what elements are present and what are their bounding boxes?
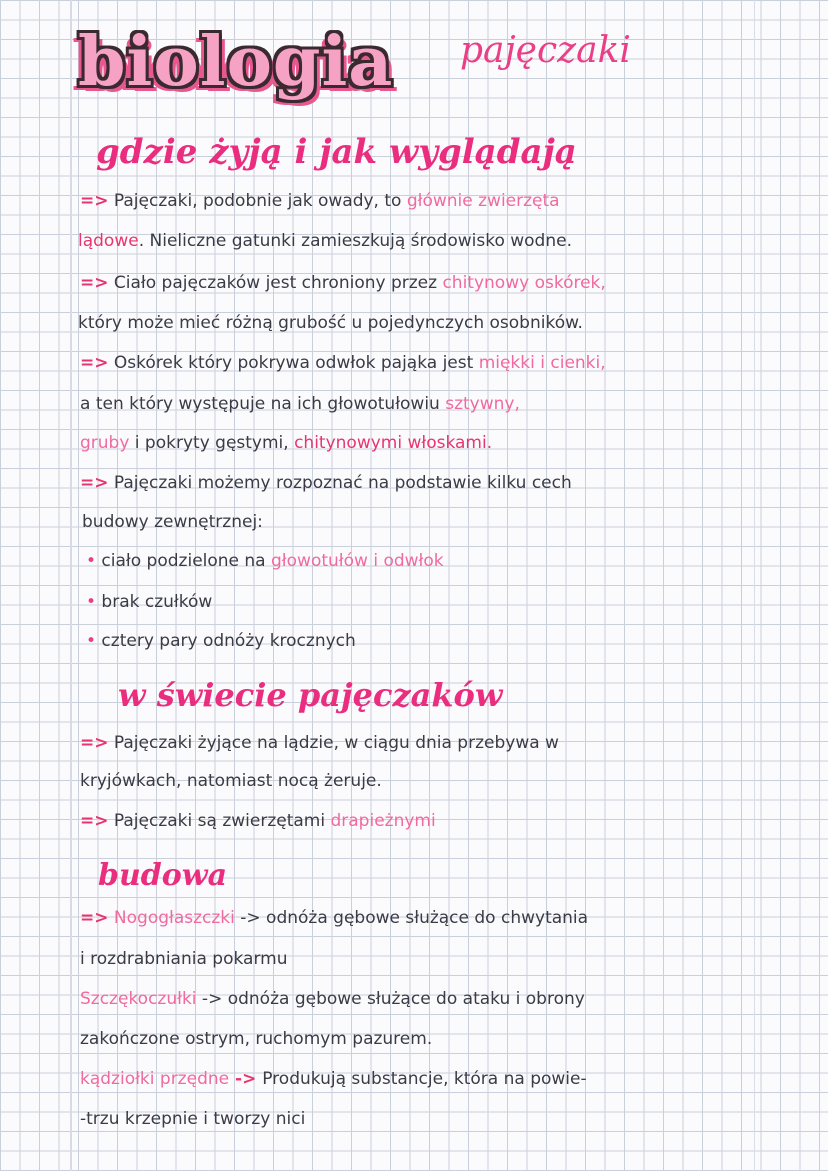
text-line: => Nogogłaszczki -> odnóża gębowe służące do chwytania [80, 908, 589, 928]
notebook-margin-line [70, 0, 72, 1171]
highlight: chitynowymi włoskami. [294, 433, 493, 453]
text-line: => Oskórek który pokrywa odwłok pająka jest miękki i cienki, [80, 353, 606, 373]
text-line: => Pajęczaki możemy rozpoznać na podstawie kilku cech [80, 473, 572, 493]
highlight: Szczękoczułki [80, 989, 197, 1009]
highlight: miękki i cienki, [478, 353, 606, 373]
text-line: => Ciało pajęczaków jest chroniony przez chitynowy oskórek, [80, 273, 606, 293]
text-line: Szczękoczułki -> odnóża gębowe służące do ataku i obrony [80, 989, 585, 1009]
text-line: lądowe. Nieliczne gatunki zamieszkują środowisko wodne. [78, 231, 572, 251]
text-line: który może mieć różną grubość u pojedynczych osobników. [78, 313, 583, 333]
arrow-icon: => [80, 733, 109, 753]
arrow-icon: => [80, 273, 109, 293]
text-line: i rozdrabniania pokarmu [80, 949, 288, 969]
list-item: • ciało podzielone na głowotułów i odwłok [86, 551, 444, 571]
arrow-icon: => [80, 908, 109, 928]
arrow-icon: -> [229, 1069, 263, 1089]
highlight: lądowe [78, 231, 139, 251]
highlight: chitynowy oskórek, [442, 273, 606, 293]
title-main: biologia [78, 22, 394, 102]
arrow-icon: => [80, 353, 109, 373]
text-line: zakończone ostrym, ruchomym pazurem. [80, 1029, 433, 1049]
highlight: gruby [80, 433, 130, 453]
highlight: kądziołki przędne [80, 1069, 230, 1089]
arrow-icon: => [80, 473, 109, 493]
text-line: => Pajęczaki, podobnie jak owady, to głównie zwierzęta [80, 191, 560, 211]
highlight: głównie zwierzęta [406, 191, 560, 211]
text-line: => Pajęczaki są zwierzętami drapieżnymi [80, 811, 436, 831]
bullet-icon: • [86, 551, 97, 571]
text-line: a ten który występuje na ich głowotułowiu sztywny, [80, 394, 520, 414]
arrow-icon: => [80, 191, 109, 211]
section-heading-habitat: gdzie żyją i jak wyglądają [96, 132, 577, 172]
text-line: budowy zewnętrznej: [82, 512, 263, 532]
text-line: gruby i pokryty gęstymi, chitynowymi włoskami. [80, 433, 493, 453]
text-line: -trzu krzepnie i tworzy nici [80, 1109, 306, 1129]
list-item: • brak czułków [86, 592, 213, 612]
highlight: głowotułów i odwłok [271, 551, 444, 571]
section-heading-world: w świecie pajęczaków [118, 676, 503, 714]
arrow-icon: => [80, 811, 109, 831]
text-line: => Pajęczaki żyjące na lądzie, w ciągu dnia przebywa w [80, 733, 559, 753]
text-line: kryjówkach, natomiast nocą żeruje. [80, 771, 382, 791]
title-subtitle: pajęczaki [460, 30, 631, 71]
section-heading-structure: budowa [98, 858, 228, 893]
bullet-icon: • [86, 592, 97, 612]
bullet-icon: • [86, 631, 97, 651]
page-title [78, 20, 393, 108]
text-line: kądziołki przędne -> Produkują substancje, która na powie- [80, 1069, 587, 1089]
highlight: sztywny, [445, 394, 520, 414]
notebook-right-line [754, 0, 755, 1171]
highlight: Nogogłaszczki [108, 908, 235, 928]
highlight: drapieżnymi [330, 811, 436, 831]
list-item: • cztery pary odnóży krocznych [86, 631, 356, 651]
